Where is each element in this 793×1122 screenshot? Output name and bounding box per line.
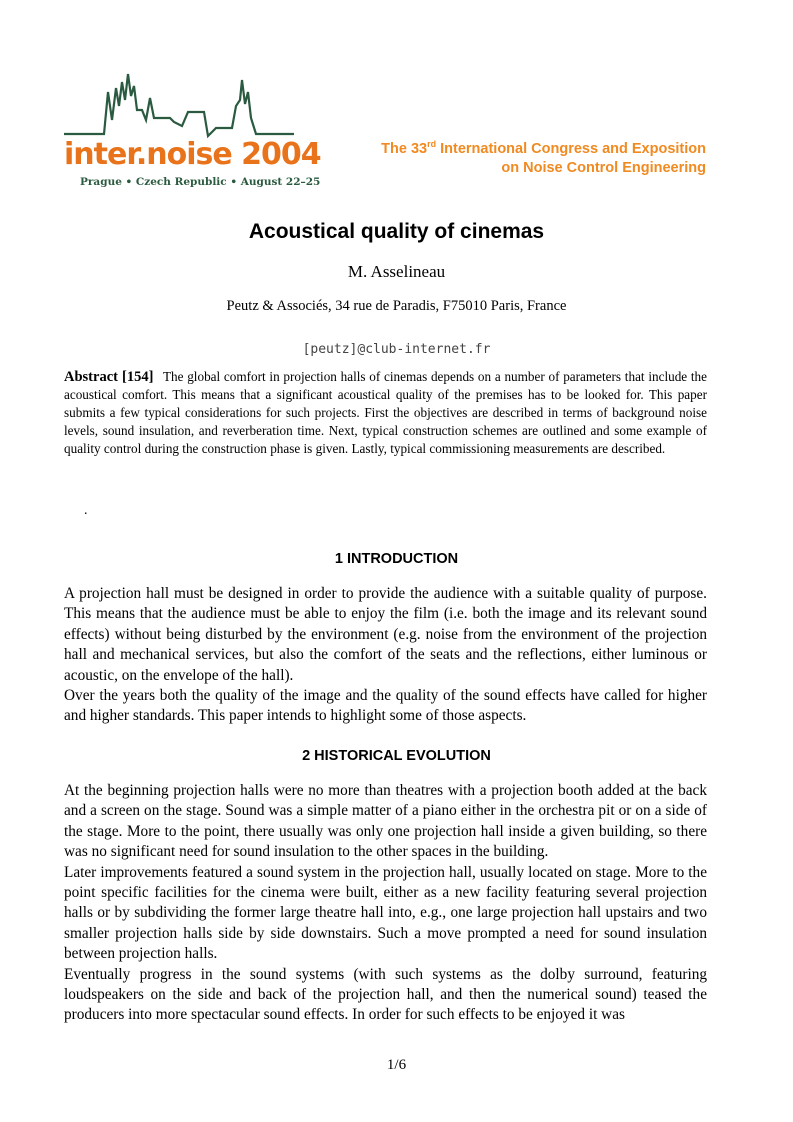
logo-subtitle: Prague • Czech Republic • August 22–25 [80, 176, 321, 188]
congress-line1-sup: rd [427, 139, 437, 150]
abstract-text: The global comfort in projection halls of cinemas depends on a number of parameters that include the acoustical comfort. This means that a significant acoustical quality of the premises has to be looked for. This paper submits a few typical considerations for such projects. First the objectives are described in terms of background noise levels, sound insulation, and reverberation time. Next, typical construction schemes are outlined and some example of quality control during the construction phase is given. Lastly, typical commissioning measurements are described. [64, 369, 707, 456]
paper-affiliation: Peutz & Associés, 34 rue de Paradis, F75010 Paris, France [226, 298, 567, 314]
abstract-label: Abstract [154] [64, 369, 154, 385]
section-heading-introduction: 1 INTRODUCTION [334, 551, 459, 567]
abstract [64, 368, 707, 458]
section-body-introduction [64, 584, 707, 727]
paper-email: [peutz]@club-internet.fr [302, 342, 491, 357]
congress-title [381, 140, 706, 178]
logo-wordmark: inter.noise 2004 [64, 137, 321, 172]
paragraph: Eventually progress in the sound systems (with such systems as the dolby surround, featuring loudspeakers on the side and back of the projection hall, and then the numerical sound) teased the producers into more spectacular sound effects. In order for such effects to be enjoyed it was [64, 965, 707, 1024]
section-heading-historical-evolution: 2 HISTORICAL EVOLUTION [302, 748, 491, 764]
congress-line2: on Noise Control Engineering [501, 160, 706, 176]
stray-mark: . [84, 503, 88, 518]
internoise-logo [64, 70, 321, 190]
skyline-icon [64, 70, 294, 140]
section-body-historical-evolution [64, 781, 707, 1026]
paragraph: Later improvements featured a sound system in the projection hall, usually located on stage. More to the point specific facilities for the cinema were built, either as a new facility featuring several projection halls or by subdividing the former large theatre hall into, e.g., one large projection hall upstairs and two smaller projection halls side by side downstairs. Such a move prompted a need for sound insulation between projection halls. [64, 863, 707, 963]
paragraph: At the beginning projection halls were no more than theatres with a projection booth added at the back and a screen on the stage. Sound was a simple matter of a piano either in the orchestra pit or on a side of the stage. More to the point, there usually was only one projection hall inside a given building, so there was no significant need for sound insulation to the other spaces in the building. [64, 782, 707, 861]
paper-title: Acoustical quality of cinemas [248, 220, 545, 243]
page-number: 1/6 [386, 1057, 407, 1073]
paragraph: A projection hall must be designed in order to provide the audience with a suitable quality of purpose. This means that the audience must be able to enjoy the film (i.e. both the image and its relevant sound effects) without being disturbed by the environment (e.g. noise from the environment of the projection hall and mechanical services, but also the comfort of the seats and the reflections, either luminous or acoustic, on the envelope of the hall). [64, 585, 707, 684]
congress-line1-post: International Congress and Exposition [436, 141, 706, 157]
congress-line1-pre: The 33 [381, 141, 428, 157]
paragraph: Over the years both the quality of the image and the quality of the sound effects have called for higher and higher standards. This paper intends to highlight some of those aspects. [64, 687, 707, 725]
paper-author: M. Asselineau [347, 262, 446, 281]
